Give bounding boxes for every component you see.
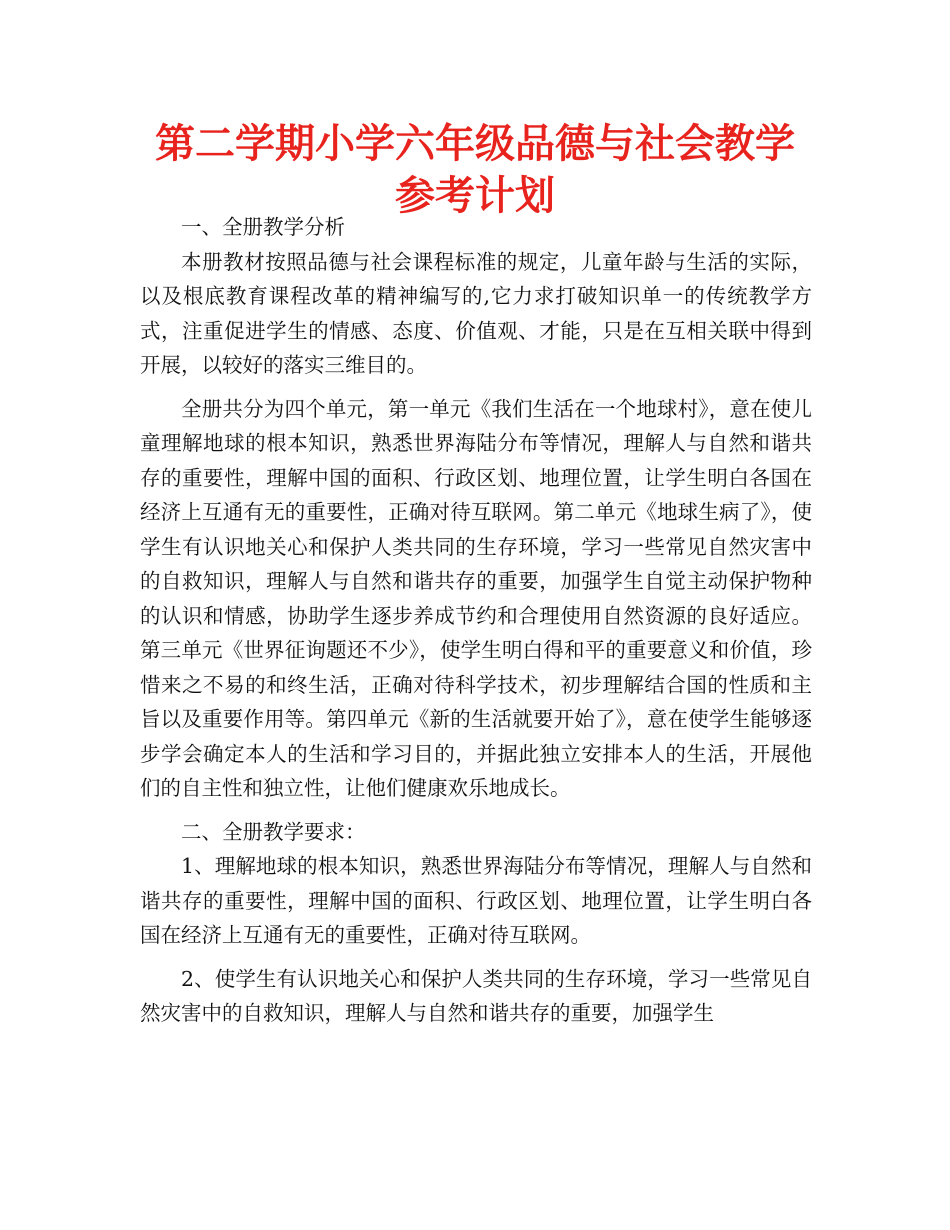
paragraph-requirement-2: 2、使学生有认识地关心和保护人类共同的生存环境，学习一些常见自然灾害中的自救知识，理解人与自然和谐共存的重要，加强学生 xyxy=(140,966,812,1025)
section-heading-requirements: 二、全册教学要求： xyxy=(181,819,366,844)
paragraph-textbook-overview: 本册教材按照品德与社会课程标准的规定，儿童年龄与生活的实际，以及根底教育课程改革的精神编写的,它力求打破知识单一的传统教学方式，注重促进学生的情感、态度、价值观、才能，只是在互相关联中得到开展，以较好的落实三维目的。 xyxy=(140,249,812,377)
paragraph-requirement-1: 1、理解地球的根本知识，熟悉世界海陆分布等情况，理解人与自然和谐共存的重要性，理解中国的面积、行政区划、地理位置，让学生明白各国在经济上互通有无的重要性，正确对待互联网。 xyxy=(140,854,812,947)
document-title: 第二学期小学六年级品德与社会教学参考计划 xyxy=(155,121,795,219)
section-heading-analysis: 一、全册教学分析 xyxy=(181,215,345,239)
document-body xyxy=(140,210,812,1031)
paragraph-units-overview: 全册共分为四个单元，第一单元《我们生活在一个地球村》，意在使儿童理解地球的根本知识，熟悉世界海陆分布等情况，理解人与自然和谐共存的重要性，理解中国的面积、行政区划、地理位置，让学生明白各国在经济上互通有无的重要性，正确对待互联网。第二单元《地球生病了》，使学生有认识地关心和保护人类共同的生存环境，学习一些常见自然灾害中的自救知识，理解人与自然和谐共存的重要，加强学生自觉主动保护物种的认识和情感，协助学生逐步养成节约和合理使用自然资源的良好适应。第三单元《世界征询题还不少》，使学生明白得和平的重要意义和价值，珍惜来之不易的和终生活，正确对待科学技术，初步理解结合国的性质和主旨以及重要作用等。第四单元《新的生活就要开始了》，意在使学生能够逐步学会确定本人的生活和学习目的，并据此独立安排本人的生活，开展他们的自主性和独立性，让他们健康欢乐地成长。 xyxy=(140,396,812,800)
